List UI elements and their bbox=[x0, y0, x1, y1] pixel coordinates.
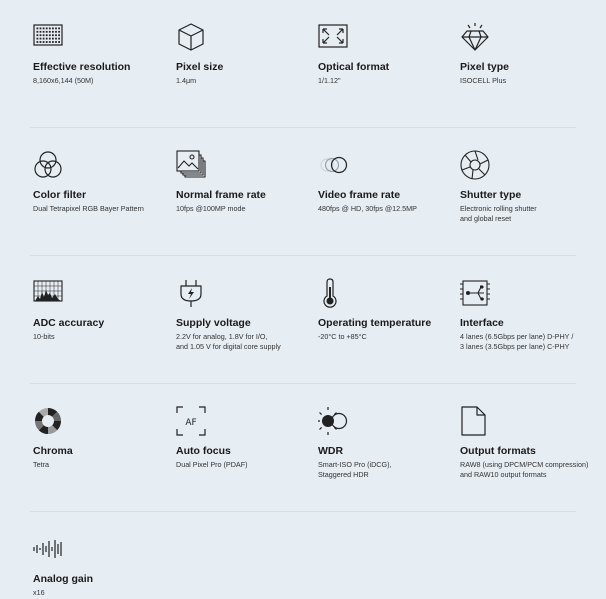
spec-item-analog-gain bbox=[33, 534, 173, 598]
spec-item-adc-accuracy bbox=[33, 278, 173, 342]
spec-title: Shutter type bbox=[460, 189, 522, 201]
spec-title: Operating temperature bbox=[318, 317, 432, 329]
histogram-icon bbox=[33, 278, 63, 308]
spec-title: Supply voltage bbox=[176, 317, 251, 329]
spec-item-supply-voltage bbox=[176, 278, 316, 352]
power-plug-icon bbox=[176, 278, 206, 308]
spec-title: ADC accuracy bbox=[33, 317, 105, 329]
motion-circles-icon bbox=[318, 150, 348, 180]
spec-item-interface bbox=[460, 278, 600, 352]
spec-title: Chroma bbox=[33, 445, 73, 457]
spec-item-optical-format bbox=[318, 22, 458, 86]
expand-arrows-icon bbox=[318, 22, 348, 52]
spec-item-video-frame-rate bbox=[318, 150, 458, 214]
spec-desc: 10-bits bbox=[33, 332, 55, 341]
spec-title: Output formats bbox=[460, 445, 536, 457]
spec-desc: Dual Tetrapixel RGB Bayer Pattern bbox=[33, 204, 144, 213]
spec-desc: 480fps @ HD, 30fps @12.5MP bbox=[318, 204, 417, 213]
spec-title: Pixel size bbox=[176, 61, 224, 73]
spec-desc: ISOCELL Plus bbox=[460, 76, 507, 85]
photo-stack-icon bbox=[176, 150, 206, 180]
spec-row bbox=[0, 128, 606, 256]
spec-desc: Electronic rolling shutter and global reset bbox=[460, 204, 537, 223]
spec-row bbox=[0, 384, 606, 512]
spec-title: Pixel type bbox=[460, 61, 510, 73]
spec-title: Auto focus bbox=[176, 445, 231, 457]
spec-item-chroma bbox=[33, 406, 173, 470]
color-circles-icon bbox=[33, 150, 63, 180]
wdr-sun-icon bbox=[318, 406, 348, 436]
resolution-grid-icon bbox=[33, 22, 63, 52]
spec-desc: Tetra bbox=[33, 460, 49, 469]
spec-desc: 8,160x6,144 (50M) bbox=[33, 76, 94, 85]
spec-desc: 1/1.12" bbox=[318, 76, 341, 85]
spec-item-effective-resolution bbox=[33, 22, 173, 86]
spec-item-wdr bbox=[318, 406, 458, 480]
spec-desc: 10fps @100MP mode bbox=[176, 204, 246, 213]
spec-item-color-filter bbox=[33, 150, 173, 214]
spec-desc: x16 bbox=[33, 588, 45, 597]
spec-title: Interface bbox=[460, 317, 504, 329]
spec-row bbox=[0, 0, 606, 128]
spec-item-shutter-type bbox=[460, 150, 600, 224]
gain-bars-icon bbox=[33, 534, 63, 564]
spec-item-output-formats bbox=[460, 406, 600, 480]
spec-title: WDR bbox=[318, 445, 344, 457]
aperture-icon bbox=[460, 150, 490, 180]
interface-chip-icon bbox=[460, 278, 490, 308]
af-frame-icon bbox=[176, 406, 206, 436]
spec-title: Optical format bbox=[318, 61, 390, 73]
spec-item-pixel-type bbox=[460, 22, 600, 86]
spec-desc: 4 lanes (6.5Gbps per lane) D-PHY / 3 lanes (3.5Gbps per lane) C-PHY bbox=[460, 332, 574, 351]
spec-title: Effective resolution bbox=[33, 61, 131, 73]
chroma-ring-icon bbox=[33, 406, 63, 436]
cube-icon bbox=[176, 22, 206, 52]
thermometer-icon bbox=[318, 278, 348, 308]
spec-title: Normal frame rate bbox=[176, 189, 266, 201]
spec-desc: -20°C to +85°C bbox=[318, 332, 367, 341]
spec-desc: 2.2V for analog, 1.8V for I/O, and 1.05 V for digital core supply bbox=[176, 332, 281, 351]
document-icon bbox=[460, 406, 490, 436]
spec-row bbox=[0, 256, 606, 384]
diamond-icon bbox=[460, 22, 490, 52]
svg-text:AF: AF bbox=[185, 418, 197, 428]
spec-desc: 1.4μm bbox=[176, 76, 197, 85]
spec-title: Color filter bbox=[33, 189, 87, 201]
spec-row bbox=[0, 512, 606, 598]
spec-item-operating-temperature bbox=[318, 278, 458, 342]
spec-desc: RAW8 (using DPCM/PCM compression) and RAW10 output formats bbox=[460, 460, 589, 479]
spec-desc: Smart-ISO Pro (iDCG), Staggered HDR bbox=[318, 460, 392, 479]
spec-item-pixel-size bbox=[176, 22, 316, 86]
spec-item-auto-focus bbox=[176, 406, 316, 470]
spec-desc: Dual Pixel Pro (PDAF) bbox=[176, 460, 248, 469]
spec-title: Video frame rate bbox=[318, 189, 401, 201]
spec-title: Analog gain bbox=[33, 573, 94, 585]
spec-item-normal-frame-rate bbox=[176, 150, 316, 214]
